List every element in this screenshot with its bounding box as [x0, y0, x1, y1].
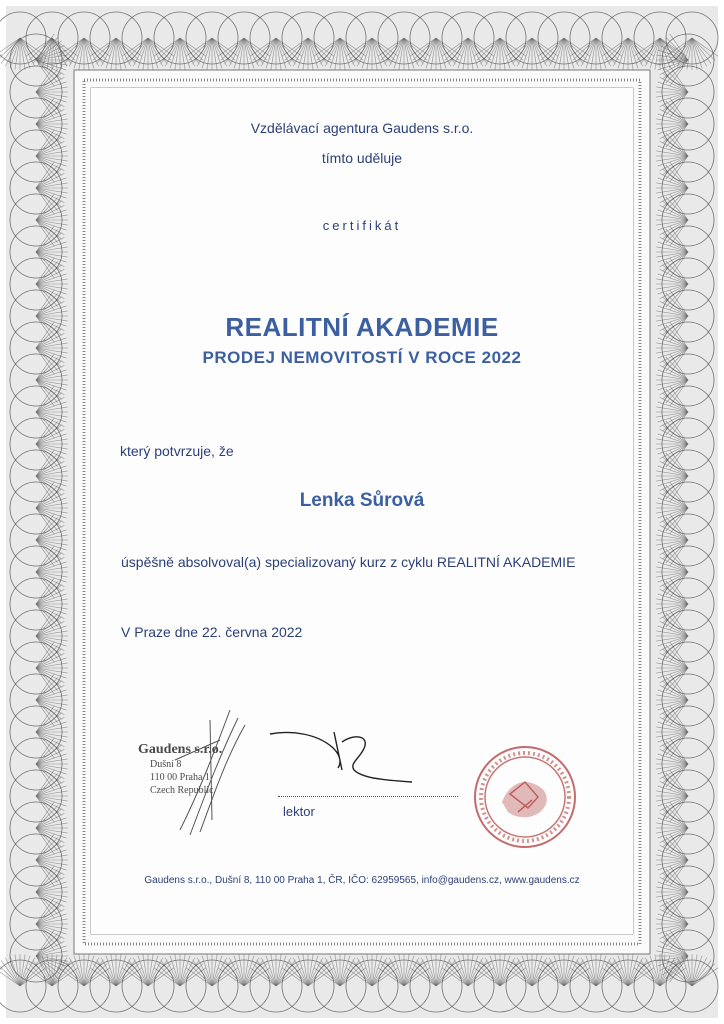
confirms-line: který potvrzuje, že — [120, 443, 234, 459]
certificate-label: certifikát — [322, 218, 402, 233]
completion-line: úspěšně absolvoval(a) specializovaný kurz z cyklu REALITNÍ AKADEMIE — [121, 554, 576, 570]
stamp-city: 110 00 Praha 1 — [150, 772, 210, 783]
stamp-company: Gaudens s.r.o. — [138, 742, 223, 757]
signature-line — [278, 796, 458, 797]
footer-contact: Gaudens s.r.o., Dušní 8, 110 00 Praha 1, ČR, IČO: 62959565, info@gaudens.cz, www.gaudens.cz — [144, 875, 580, 886]
course-subtitle: PRODEJ NEMOVITOSTÍ V ROCE 2022 — [202, 348, 522, 367]
stamp-street: Dušní 8 — [150, 759, 182, 770]
stamp-country: Czech Republic — [150, 785, 214, 796]
place-date: V Praze dne 22. června 2022 — [121, 624, 303, 640]
grants-line: tímto uděluje — [321, 150, 403, 166]
official-seal — [470, 742, 580, 852]
lektor-signature — [262, 712, 422, 792]
company-stamp — [138, 742, 222, 797]
course-title: REALITNÍ AKADEMIE — [225, 312, 499, 342]
lektor-label: lektor — [283, 804, 315, 819]
recipient-name: Lenka Sůrová — [299, 490, 425, 511]
issuer-line: Vzdělávací agentura Gaudens s.r.o. — [250, 120, 474, 136]
